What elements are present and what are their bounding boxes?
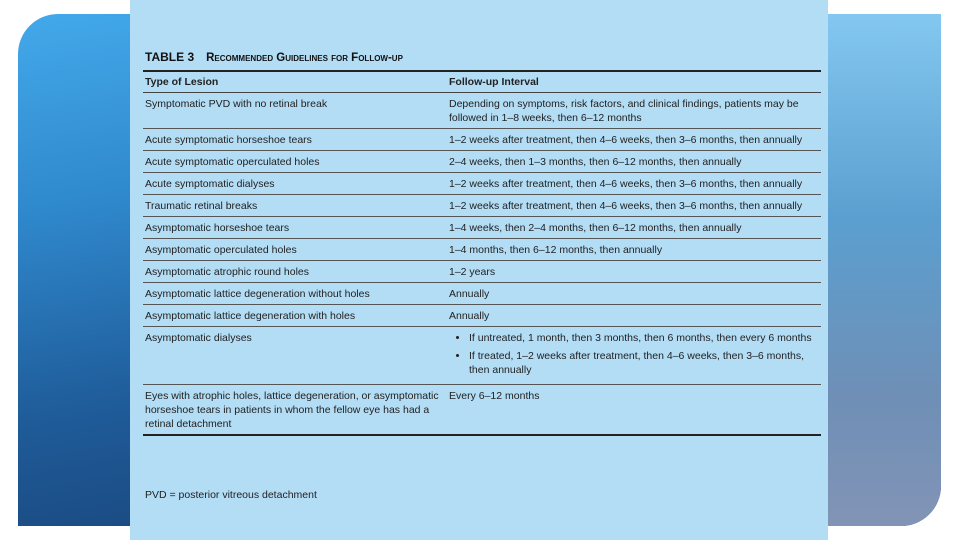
table-caption: Recommended Guidelines for Follow-up xyxy=(206,52,403,64)
interval-cell xyxy=(447,327,821,385)
lesion-cell: Eyes with atrophic holes, lattice degeneration, or asymptomatic horseshoe tears in patients in whom the fellow eye has had a retinal detachment xyxy=(143,385,447,436)
table-row-fellow-eye xyxy=(143,385,821,436)
lesion-cell: Acute symptomatic operculated holes xyxy=(143,151,447,173)
table-row xyxy=(143,283,821,305)
table-row xyxy=(143,239,821,261)
table-row xyxy=(143,93,821,129)
table-row xyxy=(143,305,821,327)
bullet-untreated: • If untreated, 1 month, then 3 months, then 6 months, then every 6 months xyxy=(469,331,819,345)
interval-bullets xyxy=(449,331,819,377)
table-header-row xyxy=(143,71,821,93)
interval-cell: Every 6–12 months xyxy=(447,385,821,436)
lesion-cell: Asymptomatic horseshoe tears xyxy=(143,217,447,239)
header-interval: Follow-up Interval xyxy=(447,71,821,93)
interval-cell: 1–2 weeks after treatment, then 4–6 weeks, then 3–6 months, then annually xyxy=(447,129,821,151)
table-row-dialyses xyxy=(143,327,821,385)
table-row xyxy=(143,151,821,173)
interval-cell: Depending on symptoms, risk factors, and clinical findings, patients may be followed in 1–8 weeks, then 6–12 months xyxy=(447,93,821,129)
interval-cell: 1–2 weeks after treatment, then 4–6 weeks, then 3–6 months, then annually xyxy=(447,195,821,217)
interval-cell: 1–4 weeks, then 2–4 months, then 6–12 months, then annually xyxy=(447,217,821,239)
lesion-cell: Traumatic retinal breaks xyxy=(143,195,447,217)
interval-cell: 2–4 weeks, then 1–3 months, then 6–12 months, then annually xyxy=(447,151,821,173)
lesion-cell: Acute symptomatic dialyses xyxy=(143,173,447,195)
lesion-cell: Asymptomatic atrophic round holes xyxy=(143,261,447,283)
guidelines-table xyxy=(143,70,821,436)
lesion-cell: Symptomatic PVD with no retinal break xyxy=(143,93,447,129)
table-row xyxy=(143,217,821,239)
table-label: TABLE 3 xyxy=(145,50,195,64)
lesion-cell: Asymptomatic lattice degeneration without holes xyxy=(143,283,447,305)
interval-cell: 1–2 years xyxy=(447,261,821,283)
lesion-cell: Acute symptomatic horseshoe tears xyxy=(143,129,447,151)
table-row xyxy=(143,129,821,151)
interval-cell: 1–2 weeks after treatment, then 4–6 weeks, then 3–6 months, then annually xyxy=(447,173,821,195)
table-title xyxy=(145,50,403,64)
interval-cell: 1–4 months, then 6–12 months, then annually xyxy=(447,239,821,261)
interval-cell: Annually xyxy=(447,305,821,327)
interval-cell: Annually xyxy=(447,283,821,305)
header-lesion: Type of Lesion xyxy=(143,71,447,93)
lesion-cell: Asymptomatic dialyses xyxy=(143,327,447,385)
table-row xyxy=(143,195,821,217)
table-image xyxy=(130,0,828,540)
lesion-cell: Asymptomatic lattice degeneration with holes xyxy=(143,305,447,327)
table-footnote: PVD = posterior vitreous detachment xyxy=(145,489,317,501)
slide-background-accent xyxy=(828,14,941,526)
lesion-cell: Asymptomatic operculated holes xyxy=(143,239,447,261)
table-row xyxy=(143,261,821,283)
bullet-treated: • If treated, 1–2 weeks after treatment, then 4–6 weeks, then 3–6 months, then annually xyxy=(469,349,819,377)
table-row xyxy=(143,173,821,195)
